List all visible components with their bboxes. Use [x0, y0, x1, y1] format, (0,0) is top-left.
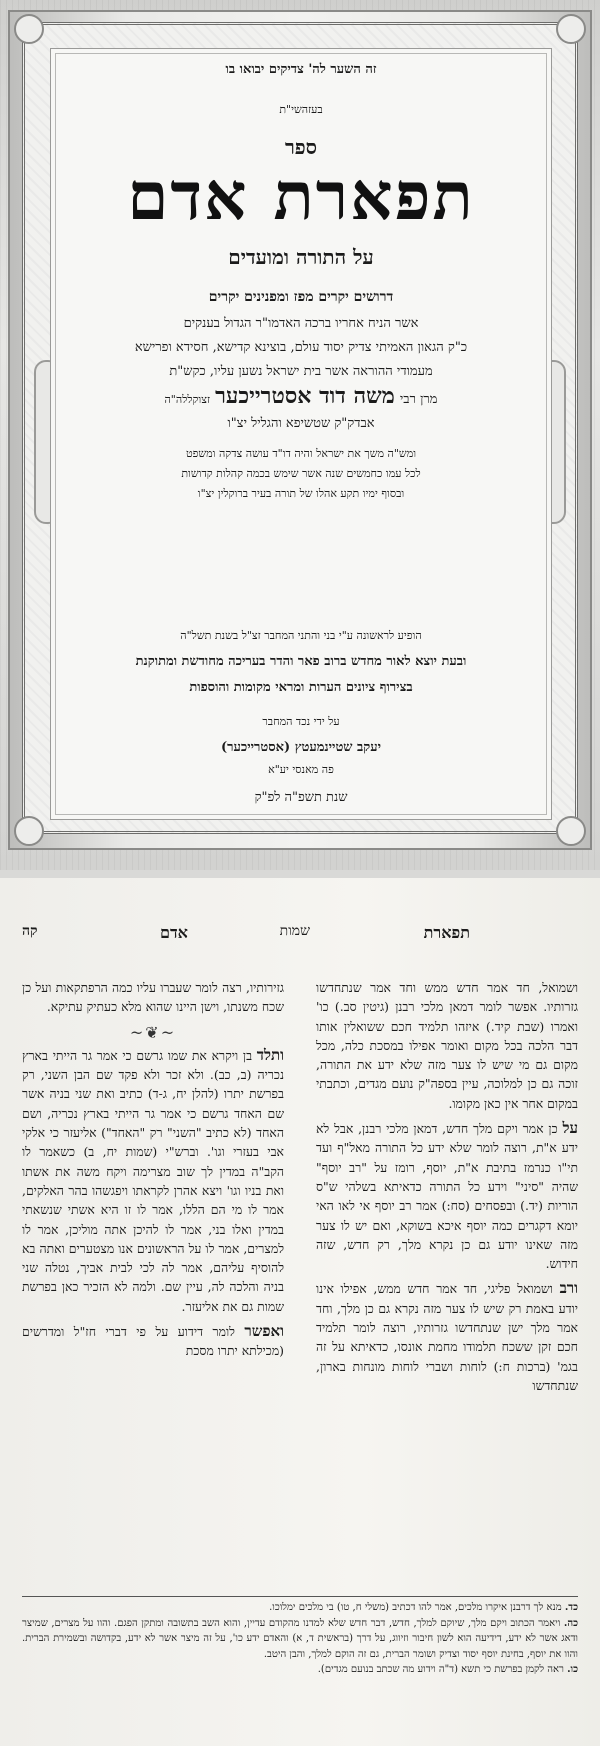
publication-place: פה מאנסי יע"א [268, 763, 334, 776]
printed-line-1: הופיע לראשונה ע"י בני והתני המחבר זצ"ל בשנת תשל"ה [180, 629, 422, 642]
author-prefix: מרן רבי [399, 392, 438, 407]
bio-line-1: ומש"ה משך את ישראל והיה דו"ד עושה צדקה ומשפט [185, 447, 417, 460]
book-description: דרושים יקרים מפז ומפנינים יקרים [208, 289, 394, 305]
paragraph-text: ושמואל, חד אמר חדש ממש וחד אמר שנתחדשו גזרותיו. אפשר לומר דמאן מלכי רבנן (גיטין סב.) כו' ואמרו (שבת קיד.) איזהו תלמיד חכם ששואלין אותו דבר הלכה בכל מקום ואומר אפילו במסכת כלה, מכל מקום גם מי שיש לו צער מזה שלא ידע את התורה, זוכה גם כן למלוכה, עיין בספה"ק נועם מגדים, וכתבתי במקום אחר אין כאן מקומו. [316, 980, 578, 1111]
running-head-left: אדם [160, 923, 188, 942]
desc-line-3: כ"ק הגאון האמיתי צדיק יסוד עולם, בוצינא קדישא, חסידא ופרישא [134, 340, 468, 355]
footnote-text: ויאמר הכתוב ויקם מלך, שיוקם למלך, חדש, דבר חדש שלא למדנו מהקודם עדיין, והוא השב בתשובה ומתקן הפגם. והוו על מצרים, שמיצר ודאג אשר לא ידע, דידיעה הוא לשון חיבור וזיווג, על דרך (בראשית ד, א) והאדם ידע כו', על זה מיצר אשר לא ידע, בקדושה ובשמירת הברית. והוו את יוסף, בחינת יוסף יסוד וצדיק ושומר הברית, גם זה הוקם למלך, והבן היטב. [22, 1617, 578, 1660]
footnote [22, 1616, 578, 1663]
paragraph-lead: על [562, 1119, 578, 1138]
author-title: אבדק"ק שטשיפא והגליל יצ"ו [227, 416, 375, 431]
footnote-text: מנא לך דרבנן איקרו מלכים, אמר להו דכתיב (משלי ח, טו) בי מלכים ימלוכו. [269, 1602, 565, 1613]
bezrat-hashem: בעזהשי"ת [279, 103, 323, 116]
paragraph-text: כן אמר ויקם מלך חדש, דמאן מלכי רבנן, אבל לא ידע א"ת, רוצה לומר שלא ידע כל התורה מאל"ף ועד תי"ו כנרמז בתיבת א"ת, יוסף, רומז על "רב יוסף" שהיה "סיני" וידע כל התורה כדאיתא בשלהי ש"ס הוריות (יד.) ובפסחים (סח:) אמר רב יוסף אי לאו האי יומא דקגרים כמה יוסף איכא בשוקא, ואם יש לו צער מזה שאינו יודע גם כן נקרא מלך, רק חדש, שזה חידוש. [316, 1121, 578, 1272]
corner-ornament-icon [556, 816, 586, 846]
paragraph [316, 1279, 578, 1395]
book-title: תפארת אדם [127, 157, 475, 235]
bio-line-2: לכל עמו כחמשים שנה אשר שימש בכמה קהלות קדושות [181, 467, 421, 480]
paragraph [22, 1322, 284, 1361]
paragraph [22, 1046, 284, 1316]
footnote-number: כה. [563, 1617, 578, 1629]
desc-line-2: אשר הניח אחריו ברכה האדמו"ר הגדול בענקים [183, 316, 419, 331]
paragraph [22, 978, 284, 1017]
paragraph-lead: ורב [559, 1279, 578, 1298]
paragraph [316, 1119, 578, 1273]
footnote [22, 1600, 578, 1616]
page-number: קה [22, 923, 38, 939]
book-subtitle: על התורה ומועדים [228, 245, 374, 269]
running-head-right: תפארת [423, 923, 470, 942]
footnote-number: כד. [564, 1602, 578, 1613]
editor-name: יעקב שטיינמעטץ (אסטרייכער) [220, 740, 382, 755]
right-column [316, 978, 578, 1593]
desc-line-4: מעמודי ההוראה אשר בית ישראל נשען עליו, כקש"ת [169, 364, 433, 379]
corner-ornament-icon [556, 14, 586, 44]
left-column [22, 978, 284, 1593]
paragraph-text: בן ויקרא את שמו גרשם כי אמר גר הייתי בארץ נכריה (ב, כב). ולא זכר ולא פקד שם הבן השני, רק בפרשת יתרו (להלן יח, ג-ד) כתיב ואת שני בניה אשר שם האחד גרשם כי אמר גר הייתי בארץ נכריה, ושם האחד (לא כתיב "השני" רק "האחד") אליעזר כי אלקי אבי בעזרי וגו'. וברש"י (שמות יח, ב) כשאמר לו הקב"ה במדין לך שוב מצרימה ויקח משה את אשתו ואת בניו וגו' ויצא אהרן לקראתו ויפגשהו בהר האלקים, אמר לו מי הם הללו, אמר לו זו היא אשתי שנשאתי במדין ואלו בני, אמר לו להיכן אתה מוליכן, אמר לו למצרים, אמר לו על הראשונים אנו מצטערים ואתה בא להוסיף עליהם, אמר לה לכי לבית אביך, נטלה שני בניה והלכה לה, עיין שם. ולמה לא הזכיר כאן בפרשת שמות גם את אליעזר. [22, 1047, 284, 1314]
paragraph-lead: ותלד [256, 1045, 284, 1064]
footnote [22, 1662, 578, 1678]
publication-year: שנת תשפ"ה לפ"ק [254, 790, 348, 805]
section-divider-ornament: ~❦~ [129, 1022, 177, 1042]
author-line [51, 383, 551, 409]
sefer-label: ספר [284, 135, 318, 159]
title-page [0, 0, 600, 870]
author-suffix: זצוקללה"ה [164, 393, 211, 406]
printed-line-3: בצירוף ציונים הערות ומראי מקומות והוספות [189, 680, 413, 695]
footnote-rule [22, 1596, 578, 1597]
top-verse: זה השער לה' צדיקים יבואו בו [225, 62, 377, 77]
paragraph-lead: ואפשר [244, 1322, 284, 1341]
corner-ornament-icon [14, 816, 44, 846]
corner-ornament-icon [14, 14, 44, 44]
paragraph-text: גזירותיו, רצה לומר שעברו עליו כמה הרפתקאות ועל כן שכח משנתו, וישן היינו שהוא מלא כעתיק עתיקא. [22, 980, 284, 1015]
footnotes [22, 1600, 578, 1740]
bio-line-3: ובסוף ימיו תקע אהלו של תורה בעיר ברוקלין יצ"ו [197, 487, 405, 500]
book-page [0, 878, 600, 1746]
footnote-number: כו. [567, 1664, 578, 1675]
paragraph [316, 978, 578, 1113]
printed-line-2: ובעת יוצא לאור מחדש ברוב פאר והדר בעריכה מחודשת ומתוקנת [135, 654, 467, 669]
title-panel [50, 48, 552, 820]
by-line: על ידי נכד המחבר [262, 715, 340, 728]
author-name: משה דוד אסטרייכער [215, 383, 395, 409]
running-head-center: שמות [279, 923, 310, 939]
paragraph-text: ושמואל פליגי, חד אמר חדש ממש, אפילו אינו יודע באמת רק שיש לו צער מזה נקרא גם כן מלך, וחד אמר מלך ישן שנתחדשו גזרותיו, רוצה לומר תלמיד חכם זקן ששכח תלמודו מחמת אונסו, כדאיתא על זה בגמ' (ברכות ח:) לוחות ושברי לוחות מונחות בארון, שנתחדשו [316, 1281, 578, 1393]
paragraph-text: לומר דידוע על פי דברי חז"ל ומדרשים (מכילתא יתרו מסכת [22, 1324, 284, 1359]
footnote-text: ראה לקמן בפרשת כי תשא (ד"ה וידוע מה שכתב בנועם מגדים). [317, 1664, 568, 1675]
